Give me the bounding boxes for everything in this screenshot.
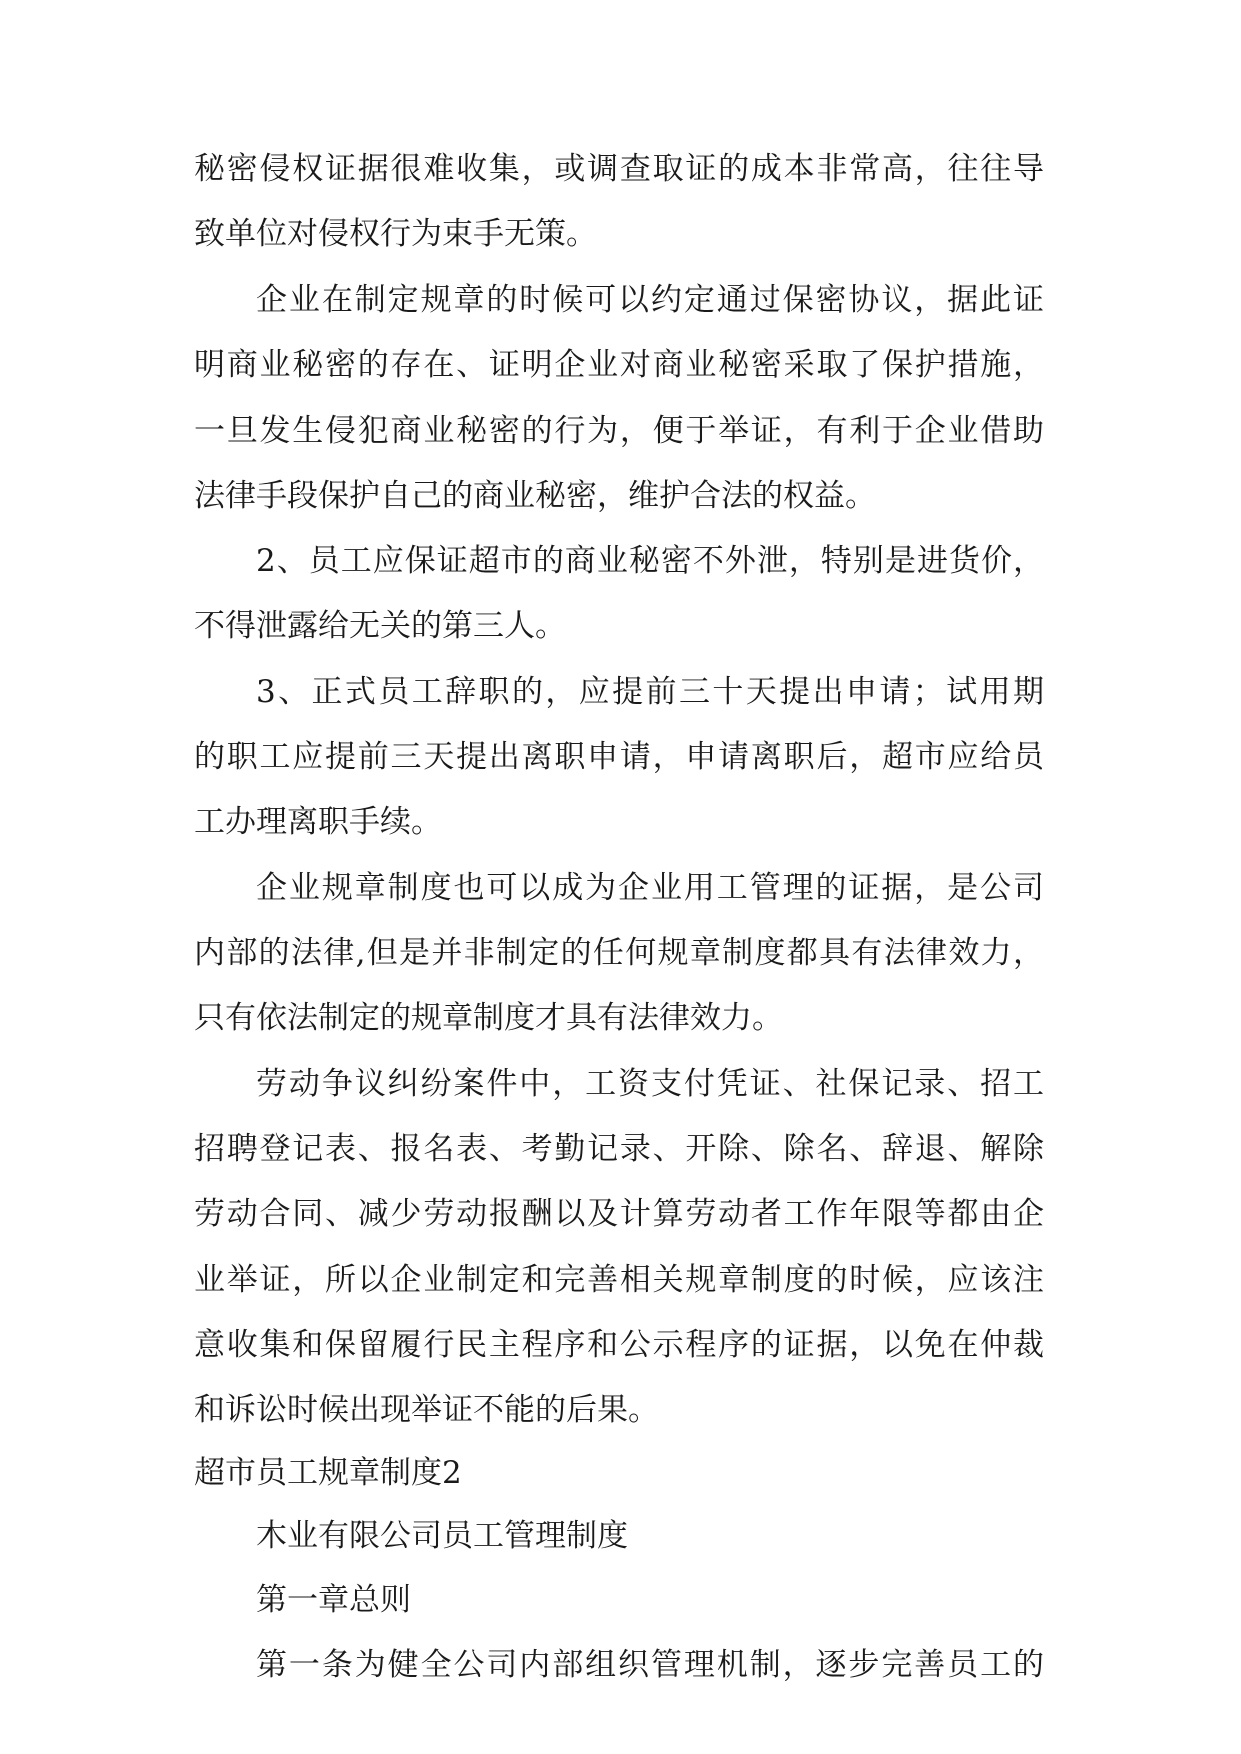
text-line: 3、正式员工辞职的，应提前三十天提出申请；试用期 [256,674,1044,710]
text-line: 劳动合同、减少劳动报酬以及计算劳动者工作年限等都由企 [194,1196,1044,1232]
text-line: 致单位对侵权行为束手无策。 [194,216,597,252]
text-line: 法律手段保护自己的商业秘密，维护合法的权益。 [194,478,876,514]
text-line: 不得泄露给无关的第三人。 [194,608,566,644]
section-heading: 超市员工规章制度2 [194,1455,462,1491]
text-line: 明商业秘密的存在、证明企业对商业秘密采取了保护措施， [194,347,1044,383]
text-line: 秘密侵权证据很难收集，或调查取证的成本非常高，往往导 [194,151,1044,187]
text-line: 招聘登记表、报名表、考勤记录、开除、除名、辞退、解除 [194,1131,1044,1167]
text-line: 业举证，所以企业制定和完善相关规章制度的时候，应该注 [194,1262,1044,1298]
text-line: 企业在制定规章的时候可以约定通过保密协议，据此证 [256,282,1044,318]
text-line: 工办理离职手续。 [194,804,442,840]
text-line: 劳动争议纠纷案件中，工资支付凭证、社保记录、招工 [256,1066,1044,1102]
document-title: 木业有限公司员工管理制度 [256,1518,628,1554]
text-line: 2、员工应保证超市的商业秘密不外泄，特别是进货价， [256,543,1044,579]
text-line: 和诉讼时候出现举证不能的后果。 [194,1392,659,1428]
text-line: 一旦发生侵犯商业秘密的行为，便于举证，有利于企业借助 [194,413,1044,449]
text-line: 内部的法律,但是并非制定的任何规章制度都具有法律效力， [194,935,1044,971]
text-line: 意收集和保留履行民主程序和公示程序的证据，以免在仲裁 [194,1327,1044,1363]
text-line: 第一条为健全公司内部组织管理机制，逐步完善员工的 [256,1647,1044,1683]
text-line: 企业规章制度也可以成为企业用工管理的证据，是公司 [256,870,1044,906]
chapter-heading: 第一章总则 [256,1582,411,1618]
text-line: 只有依法制定的规章制度才具有法律效力。 [194,1000,783,1036]
text-line: 的职工应提前三天提出离职申请，申请离职后，超市应给员 [194,739,1044,775]
